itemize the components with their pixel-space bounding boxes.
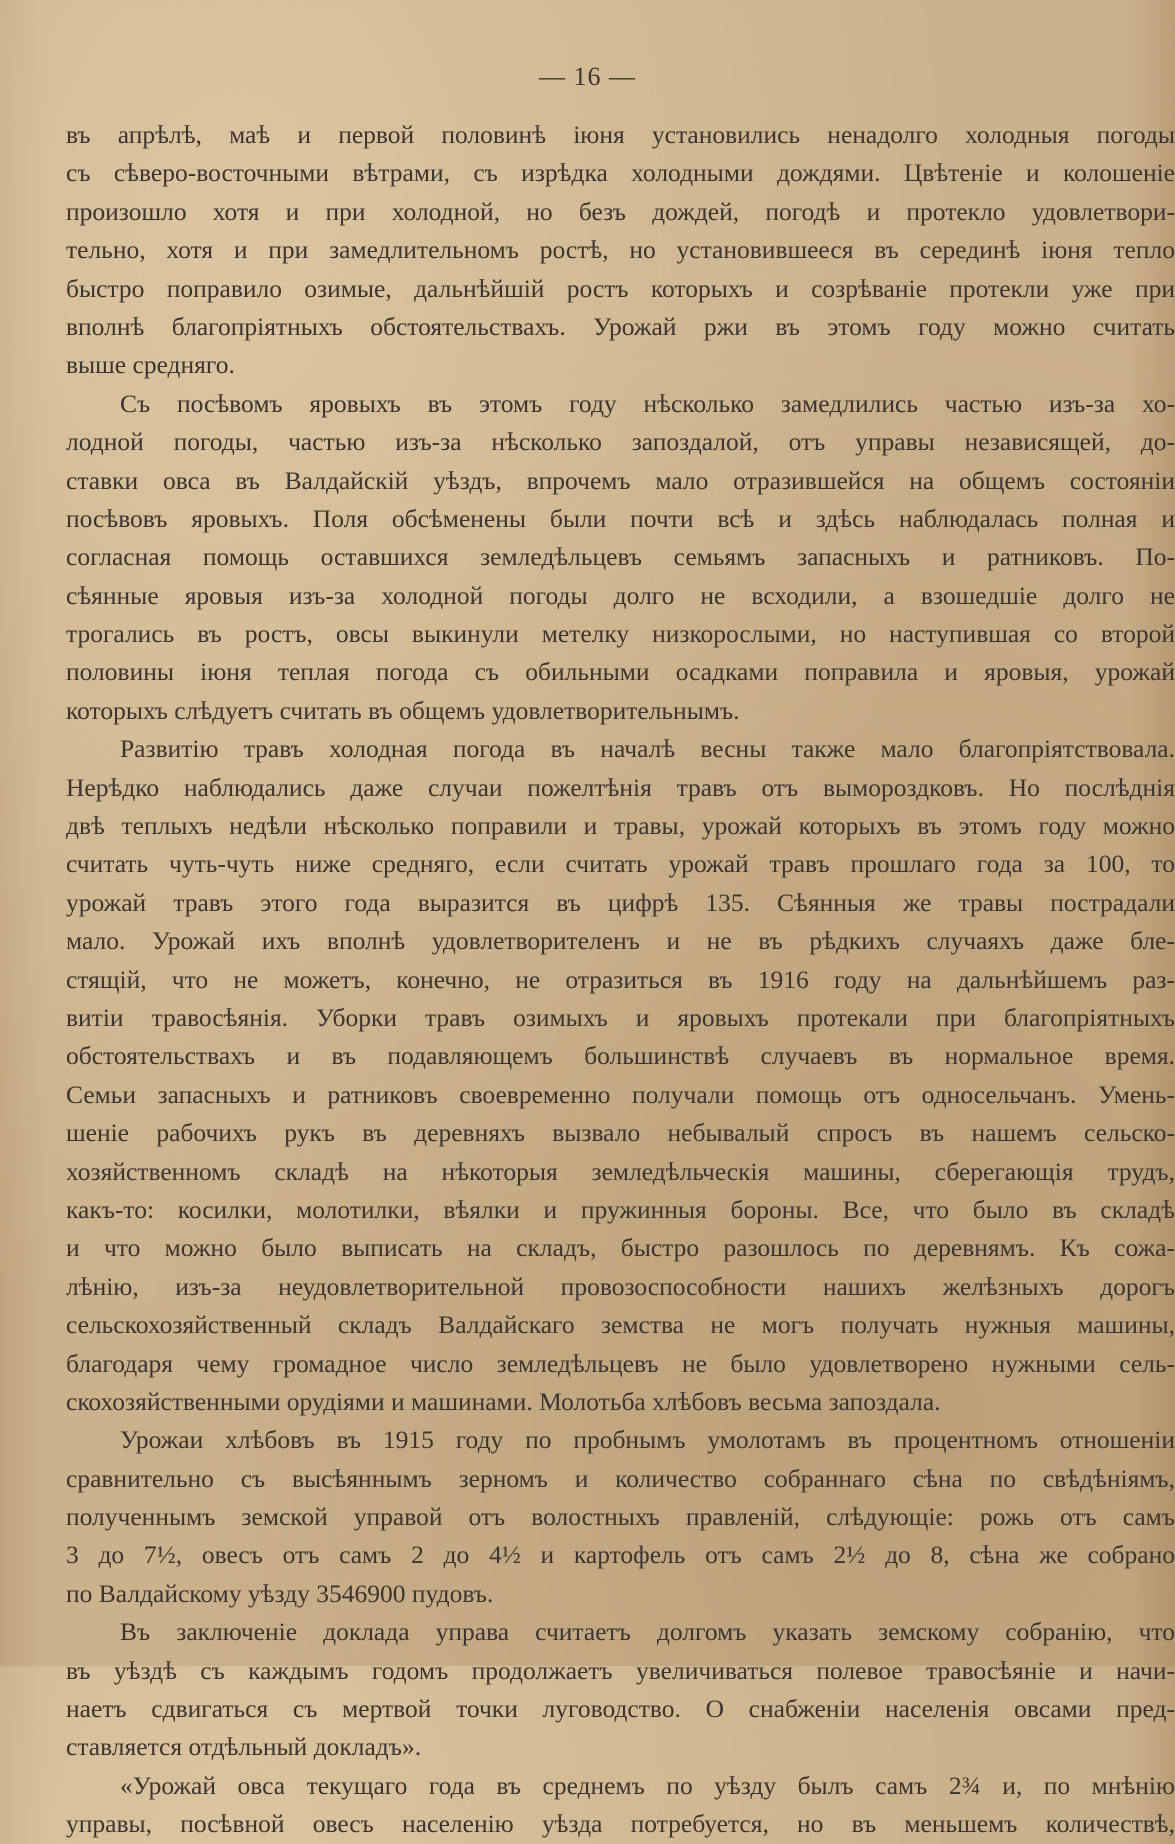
text-line: урожай травъ этого года выразится въ цифрѣ 135. Сѣянныя же травы пострадали: [66, 887, 1175, 917]
text-line: благодаря чему громадное число земледѣльцевъ не было удовлетворено нужными сель-: [66, 1348, 1175, 1378]
text-line: вполнѣ благопріятныхъ обстоятельствахъ. Урожай ржи въ этомъ году можно считать: [66, 311, 1175, 341]
text-line: Съ посѣвомъ яровыхъ въ этомъ году нѣсколько замедлились частью изъ-за хо-: [120, 388, 1175, 418]
text-line: лѣнію, изъ-за неудовлетворительной провозоспособности нашихъ желѣзныхъ дорогъ: [66, 1271, 1175, 1301]
text-line: Семьи запасныхъ и ратниковъ своевременно получали помощь отъ односельчанъ. Умень-: [66, 1079, 1175, 1109]
text-line: мало. Урожай ихъ вполнѣ удовлетворителенъ и не въ рѣдкихъ случаяхъ даже бле-: [66, 926, 1175, 956]
text-line: витіи травосѣянія. Уборки травъ озимыхъ и яровыхъ протекали при благопріятныхъ: [66, 1002, 1175, 1032]
body-text: [66, 116, 1175, 1844]
text-line: обстоятельствахъ и въ подавляющемъ большинствѣ случаевъ въ нормальное время.: [66, 1041, 1175, 1071]
text-line: управы, посѣвной овесъ населенію уѣзда потребуется, но въ меньшемъ количествѣ,: [66, 1809, 1175, 1839]
text-line: въ апрѣлѣ, маѣ и первой половинѣ іюня установились ненадолго холодныя погоды: [66, 120, 1175, 149]
text-line: Въ заключеніе доклада управа считаетъ долгомъ указать земскому собранію, что: [120, 1617, 1175, 1647]
text-line: сравнительно съ высѣяннымъ зерномъ и количество собраннаго сѣна по свѣдѣніямъ,: [66, 1463, 1175, 1493]
text-line: хозяйственномъ складѣ на нѣкоторыя земледѣльческія машины, сберегающія трудъ,: [66, 1156, 1175, 1186]
text-line: и что можно было выписать на складъ, быстро разошлось по деревнямъ. Къ сожа-: [66, 1233, 1175, 1263]
text-line: какъ-то: косилки, молотилки, вѣялки и пружинныя бороны. Все, что было въ складѣ: [66, 1194, 1175, 1224]
text-line: тельно, хотя и при замедлительномъ ростѣ, но установившееся въ серединѣ іюня тепло: [66, 235, 1175, 265]
text-line: ставляется отдѣльный докладъ».: [66, 1732, 422, 1762]
text-line: Нерѣдко наблюдались даже случаи пожелтѣнія травъ отъ вымороздковъ. Но послѣднія: [66, 772, 1175, 802]
text-line: стящій, что не можетъ, конечно, не отразиться въ 1916 году на дальнѣйшемъ раз-: [66, 964, 1175, 994]
text-line: половины іюня теплая погода съ обильными осадками поправила и яровыя, урожай: [66, 657, 1175, 687]
text-line: «Урожай овса текущаго года въ среднемъ по уѣзду былъ самъ 2¾ и, по мнѣнію: [120, 1770, 1175, 1800]
text-line: съ сѣверо-восточными вѣтрами, съ изрѣдка холодными дождями. Цвѣтеніе и колошеніе: [66, 158, 1175, 188]
text-line: полученнымъ земской управой отъ волостныхъ правленій, слѣдующіе: рожь отъ самъ: [66, 1502, 1175, 1532]
text-line: сельскохозяйственный складъ Валдайскаго земства не могъ получать нужныя машины,: [66, 1310, 1175, 1340]
text-line: согласная помощь оставшихся земледѣльцевъ семьямъ запасныхъ и ратниковъ. По-: [66, 542, 1175, 572]
text-line: двѣ теплыхъ недѣли нѣсколько поправили и травы, урожай которыхъ въ этомъ году можно: [66, 811, 1175, 841]
text-line: посѣвовъ яровыхъ. Поля обсѣменены были почти всѣ и здѣсь наблюдалась полная и: [66, 503, 1175, 533]
text-line: выше средняго.: [66, 350, 235, 380]
text-line: сѣянные яровыя изъ-за холодной погоды долго не всходили, а взошедшіе долго не: [66, 580, 1175, 610]
text-line: трогались въ ростъ, овсы выкинули метелку низкорослыми, но наступившая со второй: [66, 619, 1175, 649]
text-line: лодной погоды, частью изъ-за нѣсколько запоздалой, отъ управы независящей, до-: [66, 427, 1175, 457]
text-line: Урожаи хлѣбовъ въ 1915 году по пробнымъ умолотамъ въ процентномъ отношеніи: [120, 1425, 1175, 1455]
text-line: скохозяйственными орудіями и машинами. Молотьба хлѣбовъ весьма запоздала.: [66, 1386, 941, 1416]
text-line: по Валдайскому уѣзду 3546900 пудовъ.: [66, 1578, 494, 1608]
text-line: 3 до 7½, овесъ отъ самъ 2 до 4½ и картофель отъ самъ 2½ до 8, сѣна же собрано: [66, 1540, 1175, 1570]
text-line: произошло хотя и при холодной, но безъ дождей, погодѣ и протекло удовлетвори-: [66, 196, 1175, 226]
text-line: ставки овса въ Валдайскій уѣздъ, впрочемъ мало отразившейся на общемъ состояніи: [66, 465, 1175, 495]
text-line: быстро поправило озимые, дальнѣйшій ростъ которыхъ и созрѣваніе протекли уже при: [66, 273, 1175, 303]
text-line: въ уѣздѣ съ каждымъ годомъ продолжаетъ увеличиваться полевое травосѣяніе и начи-: [66, 1655, 1175, 1685]
text-line: шеніе рабочихъ рукъ въ деревняхъ вызвало небывалый спросъ въ нашемъ сельско-: [66, 1118, 1175, 1148]
text-line: которыхъ слѣдуетъ считать въ общемъ удовлетворительнымъ.: [66, 695, 740, 725]
text-line: наетъ сдвигаться съ мертвой точки луговодство. О снабженіи населенія овсами пред-: [66, 1694, 1175, 1724]
text-line: считать чуть-чуть ниже средняго, если считать урожай травъ прошлаго года за 100, то: [66, 849, 1175, 879]
page-number: — 16 —: [539, 62, 636, 91]
text-line: Развитію травъ холодная погода въ началѣ весны также мало благопріятствовала.: [120, 734, 1175, 764]
